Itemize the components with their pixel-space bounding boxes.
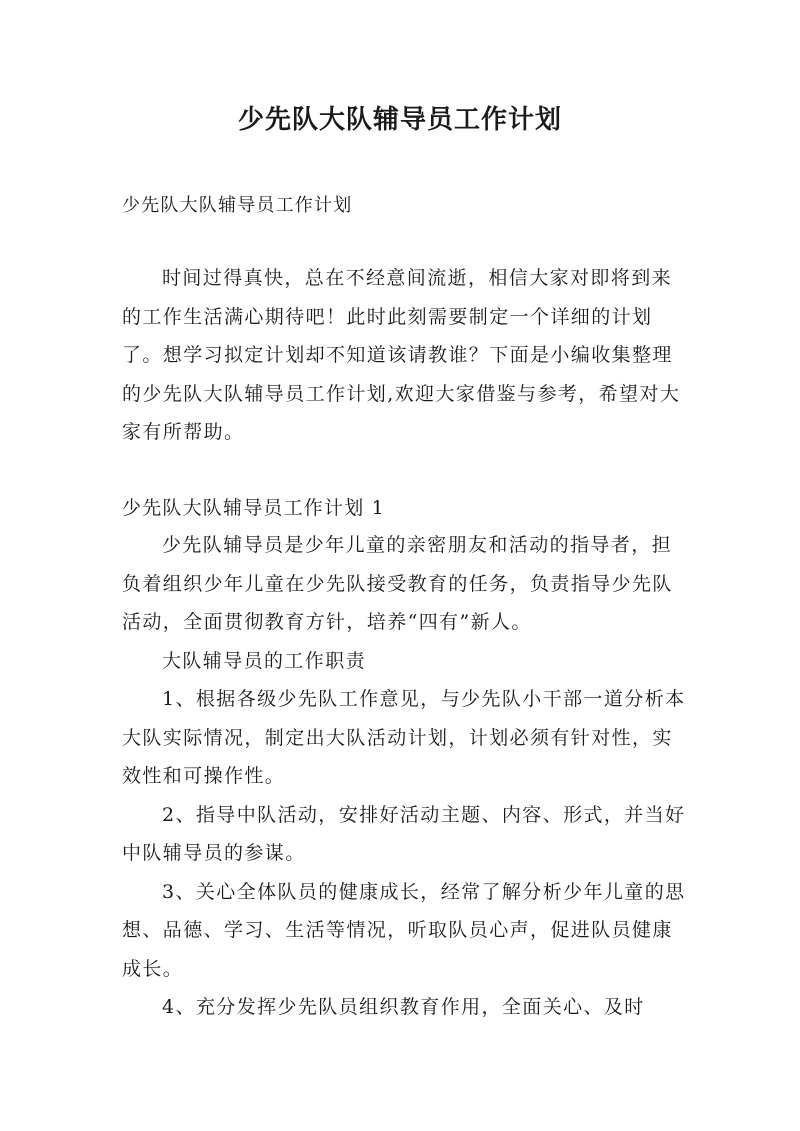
section-content (122, 526, 688, 1027)
list-item: 2、指导中队活动，安排好活动主题、内容、形式，并当好中队辅导员的参谋。 (122, 803, 686, 864)
intro-paragraph: 时间过得真快，总在不经意间流逝，相信大家对即将到来的工作生活满心期待吧！此时此刻需要制定一个详细的计划了。想学习拟定计划却不知道该请教谁？下面是小编收集整理的少先队大队辅导员工作计划,欢迎大家借鉴与参考，希望对大家有所帮助。 (122, 267, 681, 443)
duties-heading: 大队辅导员的工作职责 (162, 649, 367, 672)
paragraph: 少先队辅导员是少年儿童的亲密朋友和活动的指导者，担负着组织少年儿童在少先队接受教育的任务，负责指导少先队活动，全面贯彻教育方针，培养“四有”新人。 (122, 534, 673, 633)
list-item: 3、关心全体队员的健康成长，经常了解分析少年儿童的思想、品德、学习、生活等情况，听取队员心声，促进队员健康成长。 (122, 880, 686, 980)
list-item: 4、充分发挥少先队员组织教育作用，全面关心、及时 (162, 996, 645, 1018)
section-heading: 少先队大队辅导员工作计划 1 (122, 497, 385, 519)
list-item: 1、根据各级少先队工作意见，与少先队小干部一道分析本大队实际情况，制定出大队活动计划，计划必须有针对性，实效性和可操作性。 (122, 688, 686, 787)
document-subtitle: 少先队大队辅导员工作计划 (122, 195, 353, 216)
document-title: 少先队大队辅导员工作计划 (237, 105, 562, 135)
